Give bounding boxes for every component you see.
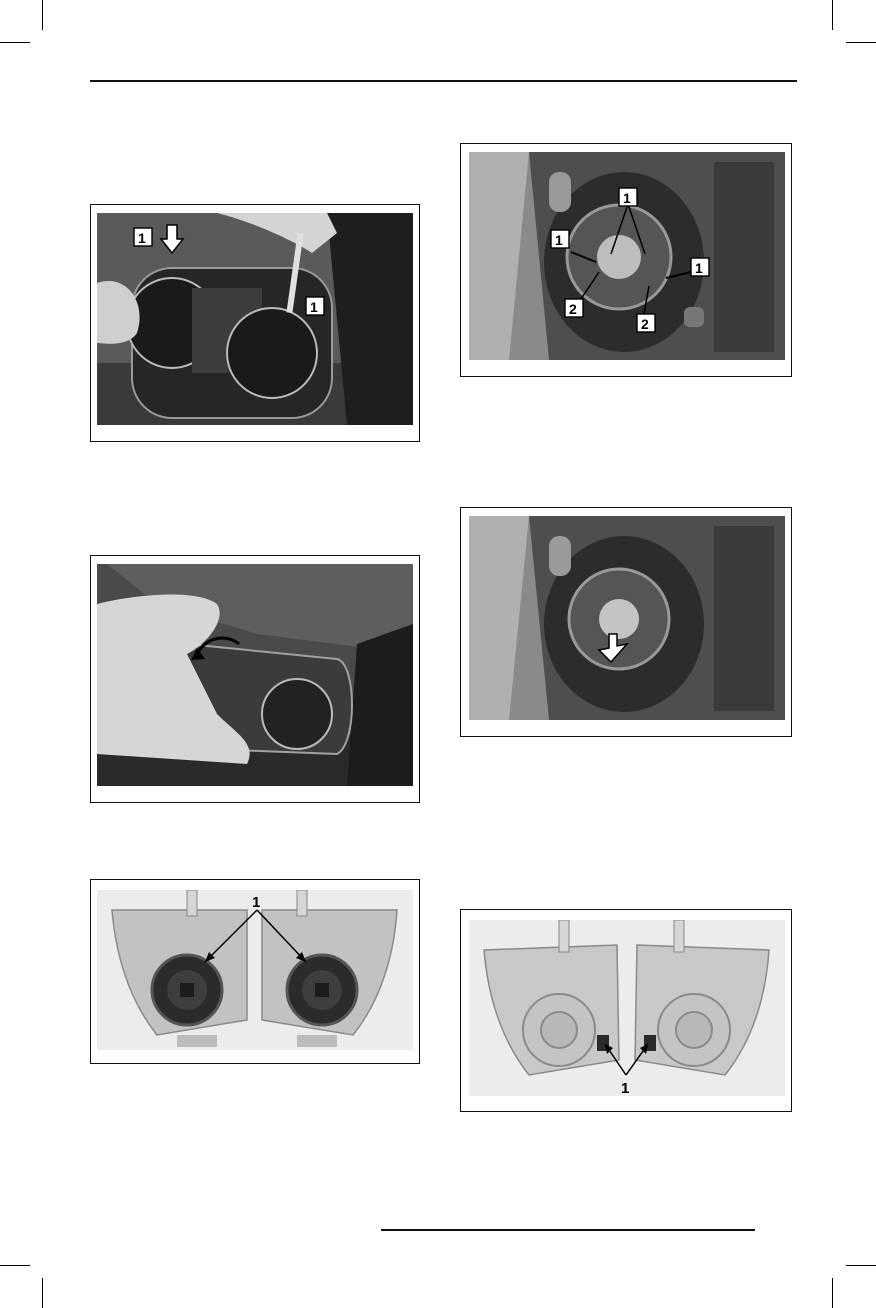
- crop-mark: [0, 42, 30, 43]
- callout-label: 1: [621, 1080, 630, 1097]
- crop-mark: [832, 0, 833, 30]
- callout-label: 2: [641, 316, 649, 332]
- crop-mark: [0, 1265, 30, 1266]
- photo-bulb-removal: [469, 516, 785, 720]
- figure-bulb-clips: [460, 143, 792, 377]
- figure-gauge-removal-tool: [90, 204, 420, 442]
- photo-gauge-hand: [97, 564, 413, 786]
- callout-label: 1: [138, 230, 146, 246]
- callout-label: 1: [252, 894, 261, 911]
- callout-label: 1: [695, 260, 703, 276]
- callout-label: 1: [310, 299, 318, 315]
- header-rule: [90, 80, 797, 82]
- crop-mark: [846, 42, 876, 43]
- figure-gauge-removal-hand: [90, 555, 420, 803]
- figure-headlight-caps: [90, 879, 420, 1064]
- figure-bulb-removal: [460, 507, 792, 737]
- crop-mark: [846, 1265, 876, 1266]
- footer-rule: [381, 1229, 755, 1231]
- crop-mark: [42, 0, 43, 30]
- crop-mark: [832, 1278, 833, 1308]
- callout-label: 1: [623, 190, 631, 206]
- figure-headlight-tabs: [460, 909, 792, 1112]
- crop-mark: [42, 1278, 43, 1308]
- callout-label: 1: [555, 232, 563, 248]
- callout-label: 2: [569, 301, 577, 317]
